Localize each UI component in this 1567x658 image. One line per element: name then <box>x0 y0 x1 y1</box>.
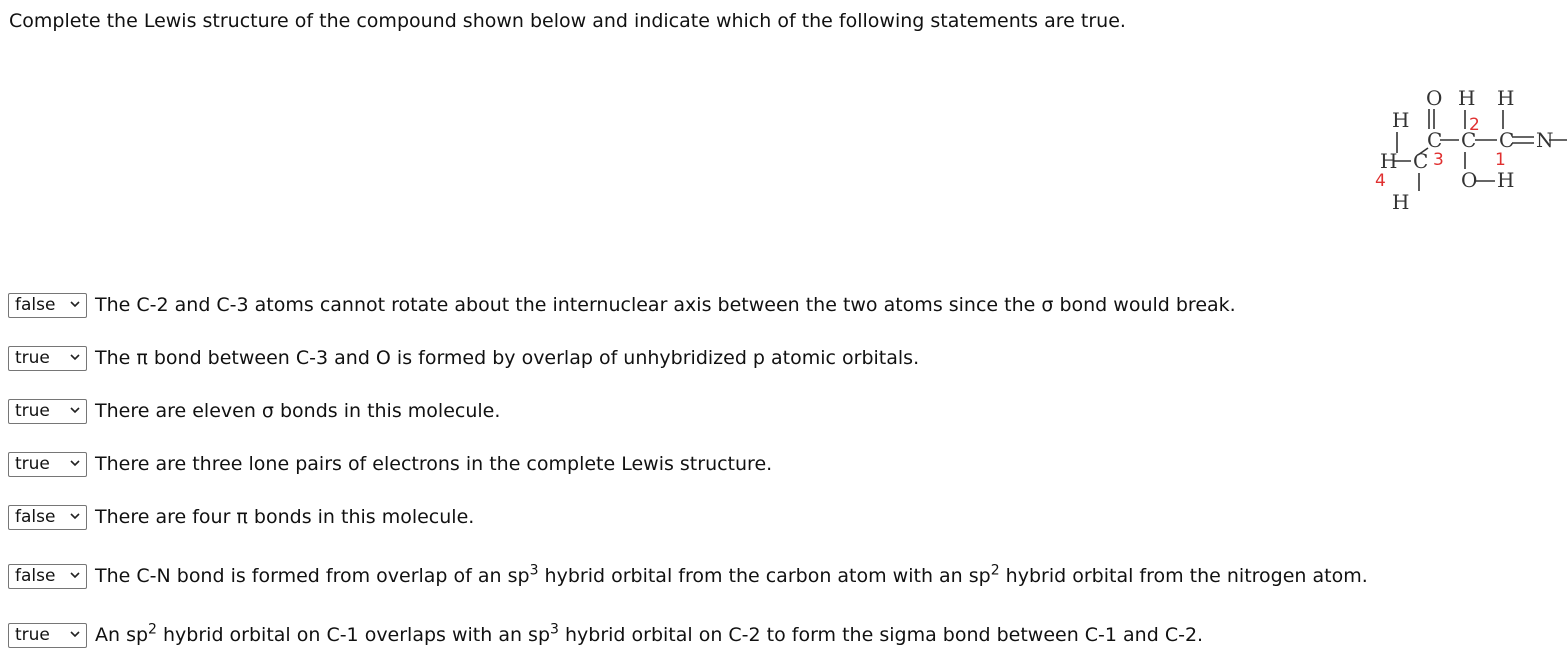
question-prompt: Complete the Lewis structure of the compound shown below and indicate which of the following statements are true. <box>9 10 1126 32</box>
superscript: 2 <box>148 621 157 638</box>
statement-row <box>8 397 500 425</box>
answer-value: true <box>15 453 50 474</box>
atom-o-top: O <box>1426 86 1443 110</box>
chevron-down-icon <box>70 458 80 468</box>
answer-value: true <box>15 347 50 368</box>
atom-h-c4-top: H <box>1392 108 1410 132</box>
atom-c1: C <box>1499 128 1515 152</box>
atom-h-hydroxyl: H <box>1497 168 1515 192</box>
statement-row <box>8 344 919 372</box>
answer-value: true <box>15 400 50 421</box>
atom-h-c4-left: H <box>1380 149 1398 173</box>
atom-c3: C <box>1427 128 1443 152</box>
statement-row <box>8 291 1236 319</box>
statement-row <box>8 621 1203 649</box>
answer-select[interactable] <box>8 399 87 424</box>
statement-text: There are eleven σ bonds in this molecule. <box>95 400 501 422</box>
chevron-down-icon <box>70 405 80 415</box>
statement-row <box>8 562 1368 590</box>
lewis-structure <box>1372 83 1554 214</box>
statement-text: The C-2 and C-3 atoms cannot rotate about the internuclear axis between the two atoms since the σ bond would break. <box>95 294 1236 316</box>
text-part: hybrid orbital on C-2 to form the sigma bond between C-1 and C-2. <box>558 624 1204 646</box>
atom-h-top-1: H <box>1458 86 1476 110</box>
chevron-down-icon <box>70 629 80 639</box>
statement-text: The π bond between C-3 and O is formed by overlap of unhybridized p atomic orbitals. <box>95 347 920 369</box>
statement-text <box>95 621 1204 646</box>
statement-text: There are three lone pairs of electrons in the complete Lewis structure. <box>95 453 773 475</box>
text-part: hybrid orbital from the nitrogen atom. <box>999 565 1368 587</box>
superscript: 2 <box>990 562 1000 579</box>
atom-n: N <box>1536 128 1554 152</box>
atom-h-c4-bottom: H <box>1392 190 1410 214</box>
answer-select[interactable] <box>8 623 87 648</box>
statement-row <box>8 450 772 478</box>
answer-select[interactable] <box>8 452 87 477</box>
carbon-number-1: 1 <box>1495 150 1506 170</box>
text-part: hybrid orbital from the carbon atom with an sp <box>538 565 991 587</box>
atom-c2: C <box>1461 128 1477 152</box>
answer-select[interactable] <box>8 293 87 318</box>
answer-select[interactable] <box>8 564 87 589</box>
chevron-down-icon <box>70 299 80 309</box>
carbon-number-2: 2 <box>1469 115 1480 135</box>
statement-row <box>8 503 474 531</box>
text-part: hybrid orbital on C-1 overlaps with an sp <box>156 624 551 646</box>
answer-value: false <box>15 294 56 315</box>
text-part: The C-N bond is formed from overlap of an sp <box>95 565 530 587</box>
chevron-down-icon <box>70 352 80 362</box>
carbon-number-3: 3 <box>1433 150 1444 170</box>
superscript: 3 <box>529 562 539 579</box>
atom-c4: C <box>1413 149 1429 173</box>
chevron-down-icon <box>70 511 80 521</box>
atom-o-hydroxyl: O <box>1461 168 1478 192</box>
carbon-number-4: 4 <box>1375 171 1386 191</box>
chevron-down-icon <box>70 570 80 580</box>
atom-h-top-2: H <box>1497 86 1515 110</box>
answer-select[interactable] <box>8 346 87 371</box>
answer-value: false <box>15 565 56 586</box>
statement-text: There are four π bonds in this molecule. <box>95 506 475 528</box>
statement-text <box>95 562 1368 587</box>
answer-select[interactable] <box>8 505 87 530</box>
answer-value: true <box>15 624 50 645</box>
text-part: An sp <box>95 624 149 646</box>
superscript: 3 <box>550 621 559 638</box>
answer-value: false <box>15 506 56 527</box>
